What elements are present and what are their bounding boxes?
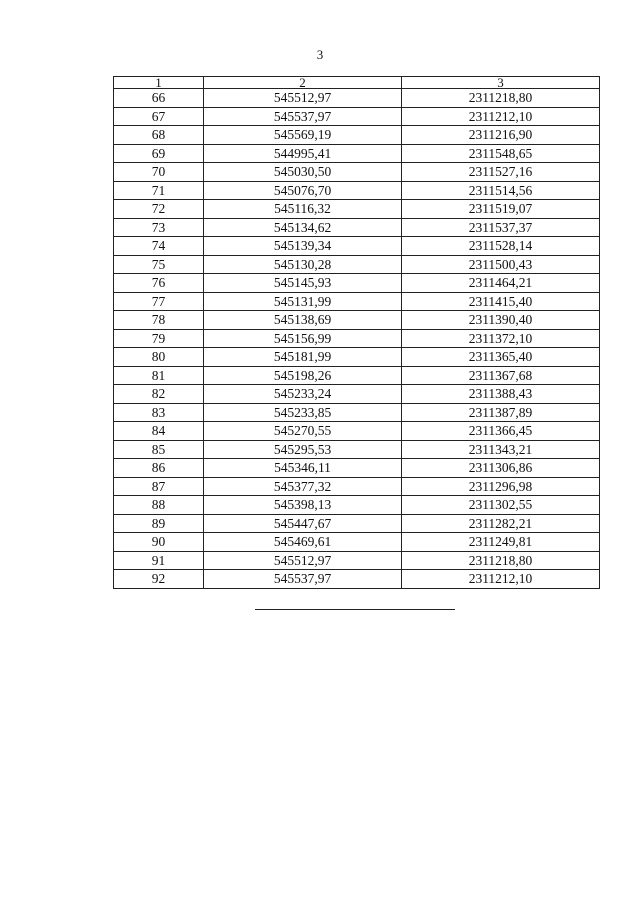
point-number-cell: 78	[114, 311, 204, 330]
x-coordinate-cell: 545398,13	[204, 496, 402, 515]
point-number-cell: 79	[114, 329, 204, 348]
table-row	[114, 126, 600, 145]
y-coordinate-cell: 2311212,10	[402, 570, 600, 589]
y-coordinate-cell: 2311367,68	[402, 366, 600, 385]
x-coordinate-cell: 545181,99	[204, 348, 402, 367]
table-row	[114, 440, 600, 459]
point-number-cell: 92	[114, 570, 204, 589]
point-number-cell: 76	[114, 274, 204, 293]
y-coordinate-cell: 2311519,07	[402, 200, 600, 219]
y-coordinate-cell: 2311218,80	[402, 89, 600, 108]
table-row	[114, 366, 600, 385]
point-number-cell: 85	[114, 440, 204, 459]
table-row	[114, 144, 600, 163]
y-coordinate-cell: 2311415,40	[402, 292, 600, 311]
x-coordinate-cell: 545233,24	[204, 385, 402, 404]
table-header-row	[114, 77, 600, 89]
point-number-cell: 86	[114, 459, 204, 478]
point-number-cell: 68	[114, 126, 204, 145]
point-number-cell: 87	[114, 477, 204, 496]
x-coordinate-cell: 545469,61	[204, 533, 402, 552]
table-row	[114, 385, 600, 404]
table-row	[114, 422, 600, 441]
end-of-document-rule	[255, 609, 455, 610]
y-coordinate-cell: 2311216,90	[402, 126, 600, 145]
x-coordinate-cell: 545030,50	[204, 163, 402, 182]
point-number-cell: 75	[114, 255, 204, 274]
table-row	[114, 237, 600, 256]
y-coordinate-cell: 2311302,55	[402, 496, 600, 515]
point-number-cell: 91	[114, 551, 204, 570]
y-coordinate-cell: 2311365,40	[402, 348, 600, 367]
x-coordinate-cell: 545134,62	[204, 218, 402, 237]
x-coordinate-cell: 545569,19	[204, 126, 402, 145]
table-row	[114, 163, 600, 182]
point-number-cell: 90	[114, 533, 204, 552]
y-coordinate-cell: 2311528,14	[402, 237, 600, 256]
x-coordinate-cell: 544995,41	[204, 144, 402, 163]
table-row	[114, 107, 600, 126]
x-coordinate-cell: 545156,99	[204, 329, 402, 348]
page-number: 3	[316, 47, 324, 62]
point-number-cell: 80	[114, 348, 204, 367]
table-row	[114, 181, 600, 200]
table-row	[114, 570, 600, 589]
x-coordinate-cell: 545537,97	[204, 570, 402, 589]
table-row	[114, 311, 600, 330]
table-row	[114, 255, 600, 274]
table-row	[114, 348, 600, 367]
table-row	[114, 218, 600, 237]
point-number-cell: 70	[114, 163, 204, 182]
x-coordinate-cell: 545116,32	[204, 200, 402, 219]
point-number-cell: 71	[114, 181, 204, 200]
table-row	[114, 514, 600, 533]
y-coordinate-cell: 2311218,80	[402, 551, 600, 570]
point-number-cell: 81	[114, 366, 204, 385]
table-row	[114, 329, 600, 348]
table-row	[114, 274, 600, 293]
point-number-cell: 67	[114, 107, 204, 126]
table-row	[114, 403, 600, 422]
y-coordinate-cell: 2311500,43	[402, 255, 600, 274]
point-number-cell: 77	[114, 292, 204, 311]
y-coordinate-cell: 2311282,21	[402, 514, 600, 533]
table-row	[114, 496, 600, 515]
x-coordinate-cell: 545198,26	[204, 366, 402, 385]
x-coordinate-cell: 545537,97	[204, 107, 402, 126]
y-coordinate-cell: 2311388,43	[402, 385, 600, 404]
y-coordinate-cell: 2311366,45	[402, 422, 600, 441]
column-header-1: 1	[114, 77, 204, 89]
point-number-cell: 74	[114, 237, 204, 256]
column-header-3: 3	[402, 77, 600, 89]
x-coordinate-cell: 545512,97	[204, 551, 402, 570]
table-row	[114, 89, 600, 108]
point-number-cell: 73	[114, 218, 204, 237]
y-coordinate-cell: 2311296,98	[402, 477, 600, 496]
point-number-cell: 84	[114, 422, 204, 441]
column-header-2: 2	[204, 77, 402, 89]
y-coordinate-cell: 2311390,40	[402, 311, 600, 330]
y-coordinate-cell: 2311527,16	[402, 163, 600, 182]
y-coordinate-cell: 2311212,10	[402, 107, 600, 126]
point-number-cell: 89	[114, 514, 204, 533]
y-coordinate-cell: 2311372,10	[402, 329, 600, 348]
y-coordinate-cell: 2311387,89	[402, 403, 600, 422]
y-coordinate-cell: 2311514,56	[402, 181, 600, 200]
y-coordinate-cell: 2311464,21	[402, 274, 600, 293]
point-number-cell: 82	[114, 385, 204, 404]
table-row	[114, 551, 600, 570]
table-row	[114, 200, 600, 219]
x-coordinate-cell: 545377,32	[204, 477, 402, 496]
point-number-cell: 66	[114, 89, 204, 108]
x-coordinate-cell: 545131,99	[204, 292, 402, 311]
x-coordinate-cell: 545138,69	[204, 311, 402, 330]
y-coordinate-cell: 2311343,21	[402, 440, 600, 459]
y-coordinate-cell: 2311306,86	[402, 459, 600, 478]
y-coordinate-cell: 2311548,65	[402, 144, 600, 163]
table-body	[114, 89, 600, 589]
x-coordinate-cell: 545145,93	[204, 274, 402, 293]
point-number-cell: 88	[114, 496, 204, 515]
y-coordinate-cell: 2311249,81	[402, 533, 600, 552]
table-row	[114, 533, 600, 552]
x-coordinate-cell: 545270,55	[204, 422, 402, 441]
x-coordinate-cell: 545233,85	[204, 403, 402, 422]
y-coordinate-cell: 2311537,37	[402, 218, 600, 237]
table-row	[114, 477, 600, 496]
table-row	[114, 459, 600, 478]
point-number-cell: 69	[114, 144, 204, 163]
coordinates-table	[113, 76, 600, 589]
x-coordinate-cell: 545447,67	[204, 514, 402, 533]
x-coordinate-cell: 545512,97	[204, 89, 402, 108]
point-number-cell: 83	[114, 403, 204, 422]
x-coordinate-cell: 545076,70	[204, 181, 402, 200]
x-coordinate-cell: 545139,34	[204, 237, 402, 256]
point-number-cell: 72	[114, 200, 204, 219]
x-coordinate-cell: 545130,28	[204, 255, 402, 274]
table-row	[114, 292, 600, 311]
x-coordinate-cell: 545295,53	[204, 440, 402, 459]
x-coordinate-cell: 545346,11	[204, 459, 402, 478]
